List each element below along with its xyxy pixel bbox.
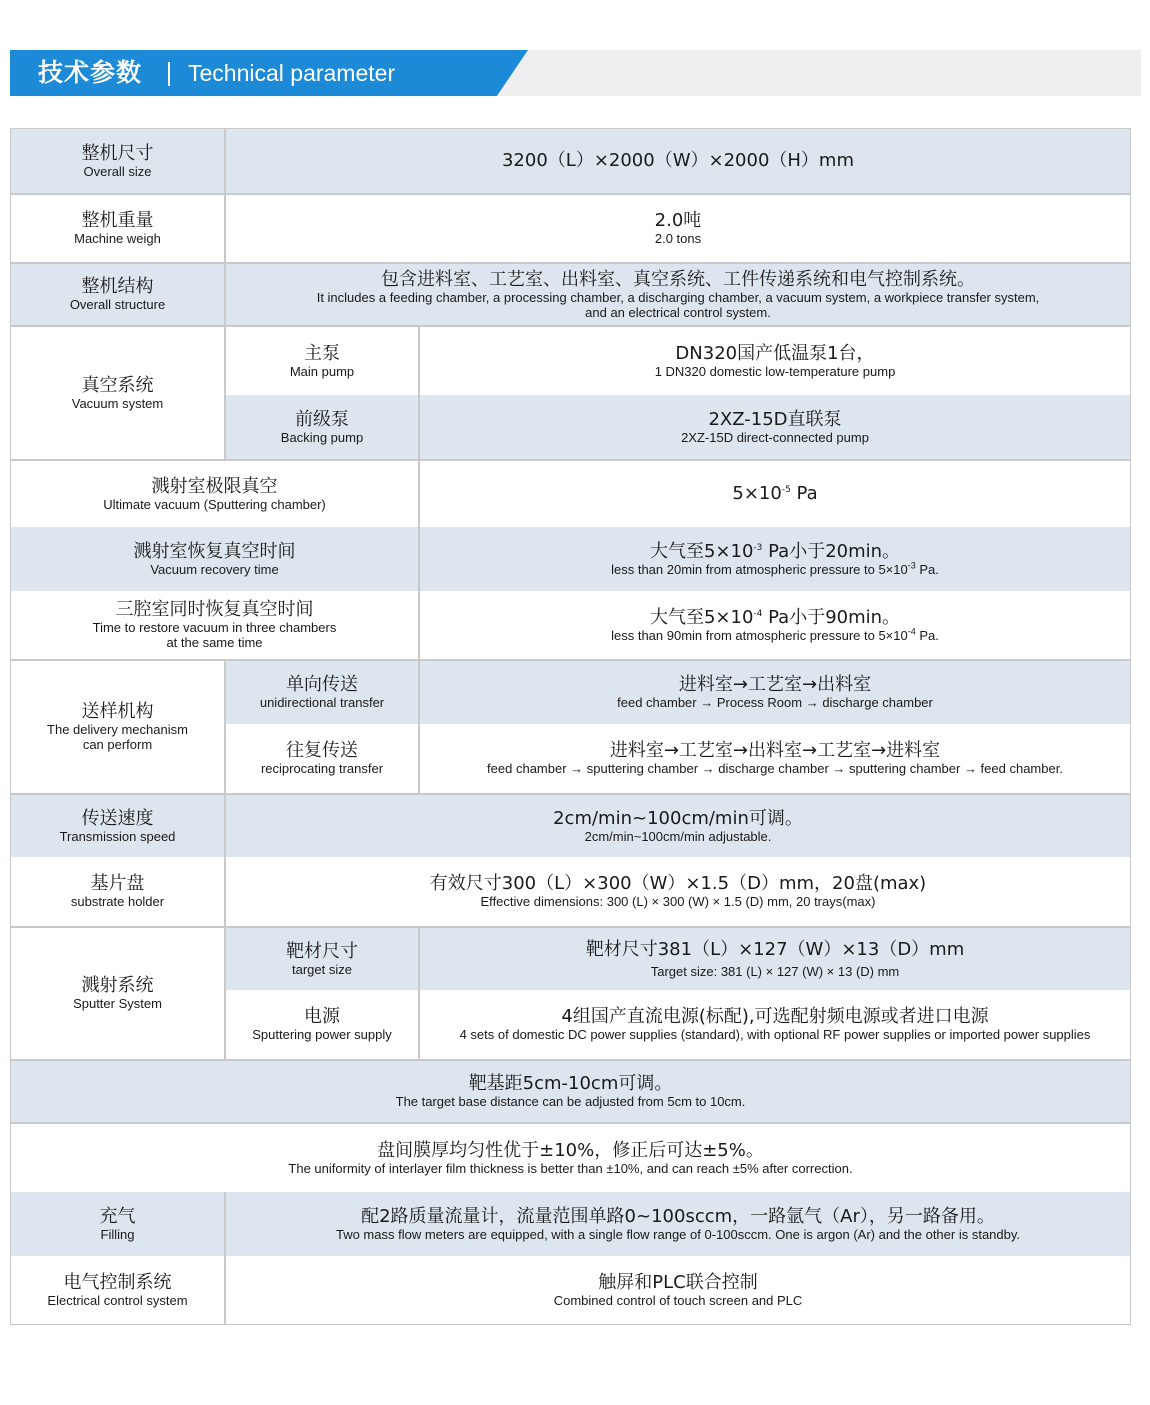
value-cn: 进料室→工艺室→出料室→工艺室→进料室: [609, 740, 941, 761]
label-cn: 整机尺寸: [81, 142, 154, 164]
target-size-label: [226, 928, 418, 990]
row-divider: [11, 926, 1130, 928]
label-en: Sputtering power supply: [252, 1027, 392, 1042]
value-cn: 包含进料室、工艺室、出料室、真空系统、工件传递系统和电气控制系统。: [381, 268, 975, 290]
value-cn: 靶材尺寸381（L）×127（W）×13（D）mm: [585, 938, 965, 960]
value-en: The target base distance can be adjusted from 5cm to 10cm.: [395, 1094, 746, 1109]
recovery-time-label: [11, 527, 418, 591]
value-exponent: -5: [781, 485, 791, 495]
value-cn: 盘间膜厚均匀性优于±10%，修正后可达±5%。: [377, 1139, 764, 1161]
label-cn: 电源: [304, 1006, 340, 1027]
overall-size-label: [11, 129, 224, 193]
value-cn: [650, 542, 900, 562]
reciprocating-label: [226, 724, 418, 793]
value-en: feed chamber → sputtering chamber → discharge chamber → sputtering chamber → feed chamber.: [487, 761, 1063, 776]
value-cn: 有效尺寸300（L）×300（W）×1.5（D）mm，20盘(max): [429, 873, 927, 894]
label-en: Transmission speed: [59, 828, 176, 844]
ultimate-vacuum-label: [11, 461, 418, 527]
label-en: Vacuum recovery time: [150, 561, 279, 577]
value-en: Target size: 381 (L) × 127 (W) × 13 (D) mm: [650, 963, 900, 979]
value-cn: 2XZ-15D直联泵: [708, 408, 842, 430]
value-en: 2.0 tons: [654, 231, 702, 246]
value-en: 2XZ-15D direct-connected pump: [681, 429, 869, 445]
substrate-holder-label: [11, 857, 224, 926]
label-en: unidirectional transfer: [259, 695, 385, 710]
value-cn: 2cm/min~100cm/min可调。: [553, 807, 803, 829]
value-cn-exponent: -3: [753, 542, 763, 553]
label-cn: 传送速度: [81, 807, 154, 829]
label-cn: 主泵: [304, 342, 340, 364]
value-en: The uniformity of interlayer film thickness is better than ±10%, and can reach ±5% after correction.: [288, 1160, 853, 1176]
label-en: Vacuum system: [71, 395, 164, 411]
value-base: 5×10: [732, 483, 782, 504]
label-en: Electrical control system: [47, 1292, 188, 1308]
label-cn: 溅射室恢复真空时间: [133, 540, 296, 562]
row-divider: [11, 325, 1130, 327]
machine-weight-value: [226, 195, 1130, 262]
value-en-pre: less than 90min from atmospheric pressure to 5×10: [611, 627, 908, 643]
value-en-line2: and an electrical control system.: [585, 304, 771, 320]
value-cn: 3200（L）×2000（W）×2000（H）mm: [501, 150, 855, 171]
value-cn: 进料室→工艺室→出料室: [678, 674, 872, 695]
column-divider: [224, 129, 226, 461]
main-pump-label: [226, 327, 418, 395]
row-divider: [11, 459, 1130, 461]
section-title-cn: 技术参数: [38, 58, 143, 87]
label-cn: 整机重量: [81, 210, 154, 231]
row-divider: [11, 193, 1130, 195]
label-cn: 往复传送: [286, 740, 358, 761]
unidirectional-value: [420, 661, 1130, 724]
backing-pump-value: [420, 395, 1130, 459]
value-en: [611, 628, 939, 643]
power-supply-label: [226, 990, 418, 1059]
label-en: Overall structure: [69, 297, 166, 312]
value-en: Effective dimensions: 300 (L) × 300 (W) × 1.5 (D) mm, 20 trays(max): [480, 894, 876, 909]
value-cn: 触屏和PLC联合控制: [598, 1271, 758, 1293]
value-cn-pre: 大气至5×10: [649, 606, 754, 628]
value-cn: 4组国产直流电源(标配),可选配射频电源或者进口电源: [561, 1006, 989, 1027]
row-divider: [11, 659, 1130, 661]
value-en: 4 sets of domestic DC power supplies (standard), with optional RF power supplies or imported power supplies: [459, 1027, 1091, 1042]
power-supply-value: [420, 990, 1130, 1059]
overall-structure-value: [226, 264, 1130, 325]
row-divider: [11, 793, 1130, 795]
value-cn: [650, 608, 900, 628]
transmission-speed-label: [11, 795, 224, 857]
row-divider: [11, 262, 1130, 264]
label-cn: 单向传送: [286, 674, 358, 695]
value-en-exponent: -4: [907, 626, 916, 637]
filling-value: [226, 1192, 1130, 1256]
value-unit: Pa: [790, 483, 818, 504]
value-en: 1 DN320 domestic low-temperature pump: [654, 363, 896, 379]
value-en: Combined control of touch screen and PLC: [553, 1292, 803, 1308]
column-divider: [224, 1192, 226, 1324]
label-cn: 整机结构: [81, 276, 154, 297]
label-en: Machine weigh: [74, 231, 161, 246]
label-cn: 真空系统: [81, 374, 154, 396]
label-cn: 前级泵: [295, 408, 349, 430]
label-en: Backing pump: [280, 429, 364, 445]
label-en: Sputter System: [73, 996, 162, 1011]
label-en-line1: The delivery mechanism: [47, 722, 188, 737]
label-en: Ultimate vacuum (Sputtering chamber): [103, 496, 326, 512]
value-cn-exponent: -4: [753, 608, 763, 619]
label-cn: 靶材尺寸: [286, 940, 358, 962]
label-cn: 基片盘: [90, 873, 145, 894]
section-title-en: Technical parameter: [188, 60, 396, 86]
label-cn: 三腔室同时恢复真空时间: [115, 599, 314, 620]
column-divider: [418, 327, 420, 793]
label-cn: 电气控制系统: [63, 1271, 172, 1293]
column-divider: [224, 661, 226, 1059]
label-cn: 溅射室极限真空: [151, 475, 278, 497]
spec-table: [10, 128, 1131, 1325]
ultimate-vacuum-value: [420, 461, 1130, 527]
label-en-line1: Time to restore vacuum in three chambers: [92, 620, 337, 635]
three-chamber-time-value: [420, 591, 1130, 659]
value-en: Two mass flow meters are equipped, with a single flow range of 0-100sccm. One is argon (Ar) and the other is standby.: [335, 1226, 1021, 1242]
transmission-speed-value: [226, 795, 1130, 857]
value-en-post: Pa.: [915, 627, 939, 643]
value-cn-post: Pa小于90min。: [762, 606, 901, 628]
value-en-exponent: -3: [907, 560, 916, 571]
filling-label: [11, 1192, 224, 1256]
electrical-control-label: [11, 1256, 224, 1324]
row-divider: [11, 1122, 1130, 1124]
electrical-control-value: [226, 1256, 1130, 1324]
backing-pump-label: [226, 395, 418, 459]
main-pump-value: [420, 327, 1130, 395]
label-en: target size: [292, 961, 352, 977]
row-divider: [11, 1059, 1130, 1061]
value-en-pre: less than 20min from atmospheric pressure to 5×10: [611, 561, 908, 577]
overall-structure-label: [11, 264, 224, 325]
column-divider: [418, 928, 420, 1059]
label-en-line2: can perform: [82, 737, 153, 752]
substrate-holder-value: [226, 857, 1130, 926]
value-cn-post: Pa小于20min。: [762, 540, 901, 562]
value-en-line1: It includes a feeding chamber, a processing chamber, a discharging chamber, a vacuum system, a workpiece transfer system,: [316, 289, 1040, 305]
value-cn: 靶基距5cm-10cm可调。: [468, 1073, 673, 1094]
label-cn: 送样机构: [81, 701, 154, 722]
label-en: Filling: [100, 1226, 135, 1242]
value-en: 2cm/min~100cm/min adjustable.: [584, 828, 772, 844]
label-cn: 溅射系统: [81, 975, 154, 996]
reciprocating-value: [420, 724, 1130, 793]
recovery-time-value: [420, 527, 1130, 591]
sputter-system-label: [11, 928, 224, 1059]
value-en: [611, 562, 939, 577]
title-separator: [168, 62, 170, 86]
three-chamber-time-label: [11, 591, 418, 659]
target-distance-value: [11, 1061, 1130, 1122]
value-cn: 2.0吨: [654, 210, 702, 231]
unidirectional-label: [226, 661, 418, 724]
value-en-post: Pa.: [915, 561, 939, 577]
label-en: substrate holder: [70, 894, 165, 909]
uniformity-value: [11, 1124, 1130, 1192]
value-cn: DN320国产低温泵1台，: [675, 342, 875, 364]
value-en: feed chamber → Process Room → discharge chamber: [617, 695, 933, 710]
value-cn: 配2路质量流量计，流量范围单路0~100sccm，一路氩气（Ar），另一路备用。: [361, 1205, 995, 1227]
vacuum-system-label: [11, 327, 224, 459]
label-en: Main pump: [289, 363, 355, 379]
delivery-label: [11, 661, 224, 793]
target-size-value: [420, 928, 1130, 990]
label-en: Overall size: [83, 163, 152, 179]
label-en-line2: at the same time: [166, 635, 263, 650]
label-en: reciprocating transfer: [260, 761, 384, 776]
label-cn: 充气: [99, 1205, 136, 1227]
value-cn-pre: 大气至5×10: [649, 540, 754, 562]
machine-weight-label: [11, 195, 224, 262]
value-cn: [732, 484, 817, 504]
overall-size-value: [226, 129, 1130, 193]
